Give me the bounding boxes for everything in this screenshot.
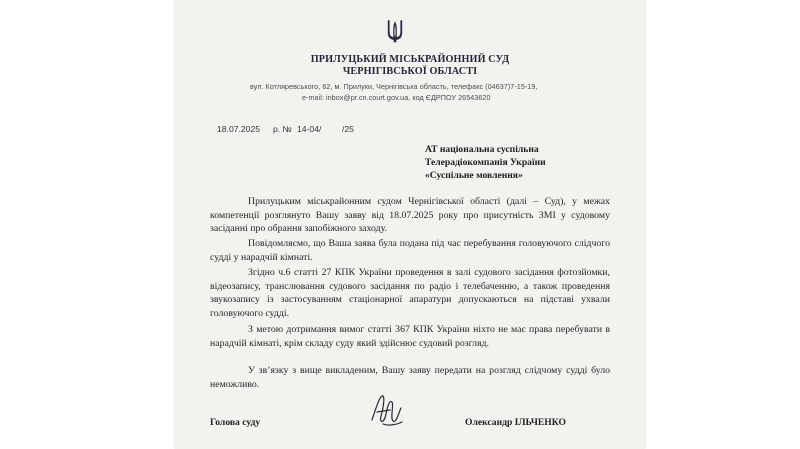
- letter-number-prefix: р. №: [273, 124, 292, 134]
- letter-number-code: 14-04/: [297, 124, 322, 134]
- handwritten-signature-icon: [368, 390, 406, 430]
- signatory-name: Олександр ІЛЬЧЕНКО: [465, 417, 566, 428]
- court-contacts: e-mail: inbox@pr.cn.court.gov.ua, код ЄДРПОУ 26543620: [302, 93, 491, 102]
- letter-date: 18.07.2025: [217, 124, 261, 134]
- court-name-line1: ПРИЛУЦЬКИЙ МІСЬКРАЙОННИЙ СУД: [310, 54, 510, 65]
- trident-emblem-icon: [386, 17, 404, 45]
- letter-sheet: [175, 0, 645, 449]
- recipient-line1: АТ національна суспільна: [425, 144, 539, 155]
- body-paragraph-3: Згідно ч.6 статті 27 КПК України проведення в залі судового засідання фотозйомки, відеозапису, транслювання судового засідання по радіо і телебаченню, а також проведення звукозапису із застосуванням стаціонарної апаратури допускаються на підставі ухвали головуючого судді.: [210, 267, 610, 319]
- body-paragraph-2: Повідомляємо, що Ваша заява була подана під час перебування головуючого слідчого судді у нарадчій кімнаті.: [210, 238, 610, 263]
- recipient-line3: «Суспільне мовлення»: [425, 170, 523, 181]
- court-address: вул. Котляревського, 62, м. Прилуки, Чернігівська область, телефакс (04637)7-15-19,: [250, 82, 538, 91]
- body-paragraph-4: З метою дотримання вимог статті 367 КПК України ніхто не має права перебувати в нарадчій кімнаті, крім складу суду який здійснює судовий розгляд.: [210, 324, 610, 349]
- body-paragraph-5: У зв’язку з вище викладеним, Вашу заяву передати на розгляд слідчому судді було неможливо.: [210, 365, 610, 390]
- court-name-line2: ЧЕРНІГІВСЬКОЇ ОБЛАСТІ: [342, 66, 478, 77]
- signatory-position: Голова суду: [210, 417, 261, 428]
- body-paragraph-1: Прилуцьким міськрайонним судом Чернігівської області (далі – Суд), у межах компетенції розглянуто Вашу заяву від 18.07.2025 року про присутність ЗМІ у судовому засіданні про обрання запобіжного заходу.: [210, 196, 610, 235]
- recipient-line2: Телерадіокомпанія України: [425, 157, 546, 168]
- letter-number-suffix: /25: [342, 124, 354, 134]
